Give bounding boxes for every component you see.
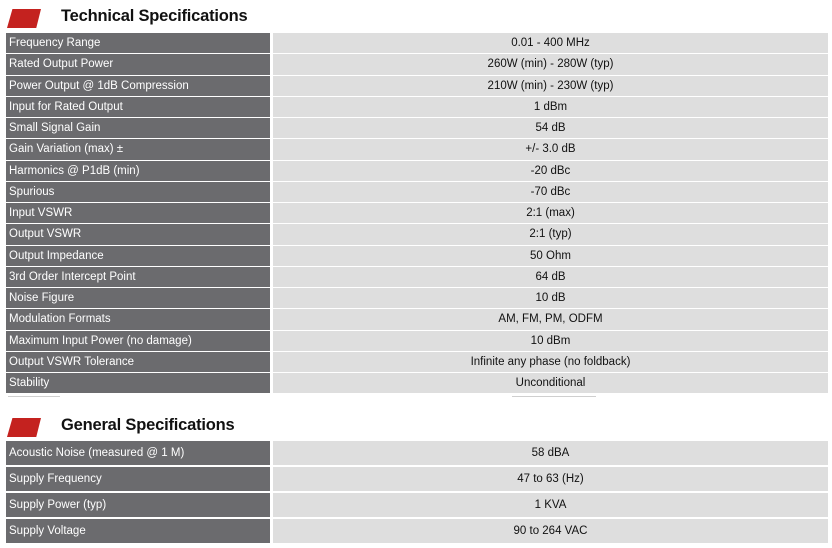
table-row	[6, 441, 828, 465]
divider	[8, 396, 60, 397]
spec-value: 10 dBm	[273, 331, 828, 351]
spec-value: 47 to 63 (Hz)	[273, 467, 828, 491]
spec-label: Input VSWR	[6, 203, 270, 223]
spec-label: Output VSWR Tolerance	[6, 352, 270, 372]
spec-value: 50 Ohm	[273, 246, 828, 266]
spec-value: 58 dBA	[273, 441, 828, 465]
spec-label: Modulation Formats	[6, 309, 270, 329]
table-row	[6, 54, 828, 74]
spec-label: Output Impedance	[6, 246, 270, 266]
spec-value: Unconditional	[273, 373, 828, 393]
spec-label: Output VSWR	[6, 224, 270, 244]
section-title: General Specifications	[61, 416, 235, 434]
section-flag-icon	[7, 418, 41, 437]
spec-label: Power Output @ 1dB Compression	[6, 76, 270, 96]
spec-value: 54 dB	[273, 118, 828, 138]
spec-value: -20 dBc	[273, 161, 828, 181]
table-row	[6, 467, 828, 491]
table-row	[6, 288, 828, 308]
spec-value: 2:1 (typ)	[273, 224, 828, 244]
spec-value: 90 to 264 VAC	[273, 519, 828, 543]
table-row	[6, 519, 828, 543]
technical-specs-header	[0, 6, 832, 30]
table-row	[6, 331, 828, 351]
section-flag-icon	[7, 9, 41, 28]
general-specs-header	[0, 415, 832, 439]
spec-value: 64 dB	[273, 267, 828, 287]
spec-value: 210W (min) - 230W (typ)	[273, 76, 828, 96]
spec-label: Maximum Input Power (no damage)	[6, 331, 270, 351]
spec-label: Rated Output Power	[6, 54, 270, 74]
table-row	[6, 203, 828, 223]
technical-specs-table	[6, 33, 828, 394]
spec-value: Infinite any phase (no foldback)	[273, 352, 828, 372]
table-row	[6, 352, 828, 372]
table-row	[6, 493, 828, 517]
table-row	[6, 373, 828, 393]
spec-label: Acoustic Noise (measured @ 1 M)	[6, 441, 270, 465]
spec-label: Supply Frequency	[6, 467, 270, 491]
spec-value: 1 KVA	[273, 493, 828, 517]
spec-label: Frequency Range	[6, 33, 270, 53]
table-row	[6, 139, 828, 159]
table-row	[6, 267, 828, 287]
table-row	[6, 97, 828, 117]
spec-label: Gain Variation (max) ±	[6, 139, 270, 159]
spec-value: 260W (min) - 280W (typ)	[273, 54, 828, 74]
spec-label: Stability	[6, 373, 270, 393]
section-title: Technical Specifications	[61, 7, 248, 25]
table-row	[6, 246, 828, 266]
spec-label: Harmonics @ P1dB (min)	[6, 161, 270, 181]
spec-label: Input for Rated Output	[6, 97, 270, 117]
general-specs-table	[6, 441, 828, 545]
table-row	[6, 309, 828, 329]
spec-label: Supply Voltage	[6, 519, 270, 543]
table-row	[6, 33, 828, 53]
table-row	[6, 76, 828, 96]
spec-value: 0.01 - 400 MHz	[273, 33, 828, 53]
spec-label: Supply Power (typ)	[6, 493, 270, 517]
spec-label: Noise Figure	[6, 288, 270, 308]
table-row	[6, 224, 828, 244]
spec-value: AM, FM, PM, ODFM	[273, 309, 828, 329]
spec-value: 10 dB	[273, 288, 828, 308]
divider	[512, 396, 596, 397]
spec-value: 1 dBm	[273, 97, 828, 117]
spec-label: 3rd Order Intercept Point	[6, 267, 270, 287]
spec-label: Small Signal Gain	[6, 118, 270, 138]
spec-value: 2:1 (max)	[273, 203, 828, 223]
spec-value: -70 dBc	[273, 182, 828, 202]
spec-value: +/- 3.0 dB	[273, 139, 828, 159]
table-row	[6, 161, 828, 181]
spec-label: Spurious	[6, 182, 270, 202]
table-row	[6, 118, 828, 138]
table-row	[6, 182, 828, 202]
